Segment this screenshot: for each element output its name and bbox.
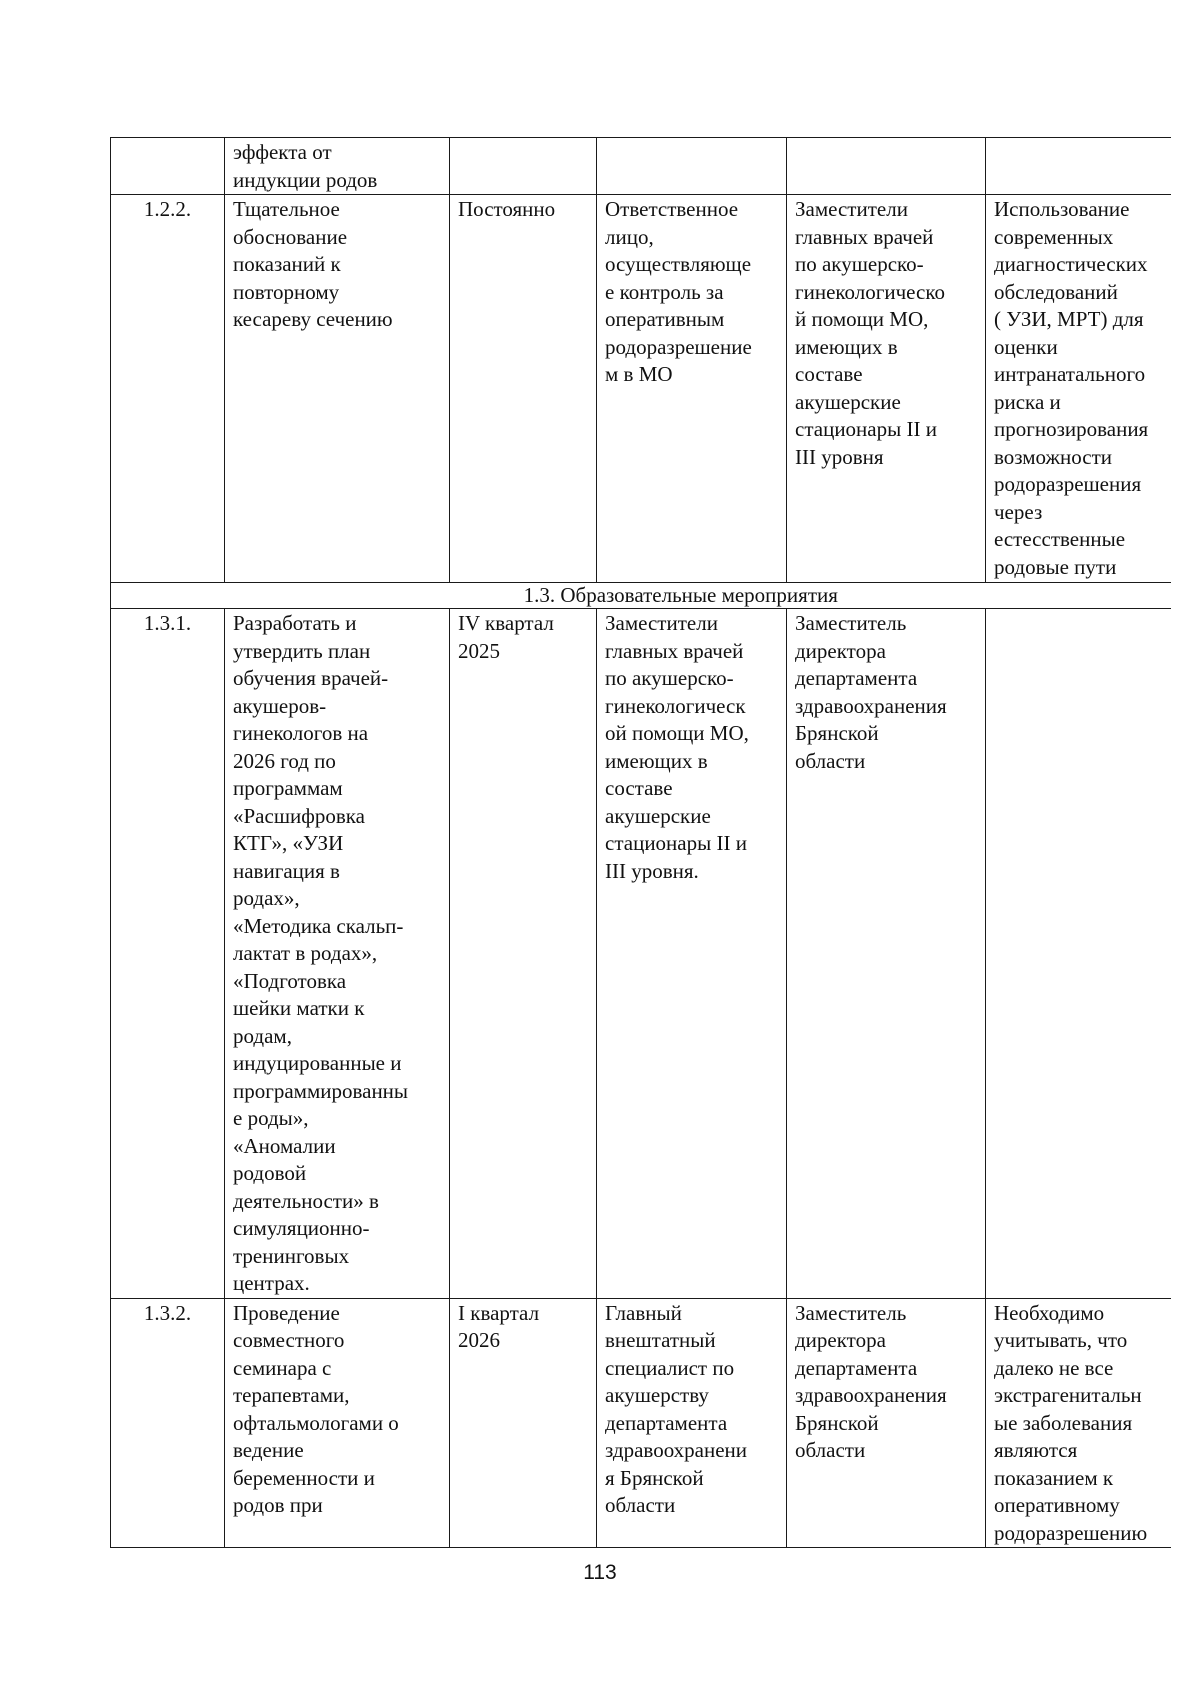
note-cell: Использование современных диагностических обследований ( УЗИ, МРТ) для оценки интранатального риска и прогнозирования возможности родоразрешения через естесственные родовые пути (986, 195, 1171, 583)
responsible-cell: Заместители главных врачей по акушерско- гинекологическ ой помощи МО, имеющих в составе акушерские стационары II и III уровня. (597, 609, 787, 1299)
deadline-cell: Постоянно (450, 195, 597, 583)
table-row (111, 609, 1171, 1299)
page-number: 113 (583, 1561, 617, 1584)
measure-cell: Тщательное обоснование показаний к повторному кесареву сечению (225, 195, 450, 583)
measure-cell: эффекта от индукции родов (225, 138, 450, 195)
measures-table (110, 137, 1171, 1548)
table-row (111, 138, 1171, 195)
control-cell: Заместители главных врачей по акушерско- гинекологическо й помощи МО, имеющих в составе акушерские стационары II и III уровня (787, 195, 986, 583)
control-cell: Заместитель директора департамента здравоохранения Брянской области (787, 609, 986, 1299)
control-cell (787, 138, 986, 195)
table-row (111, 1298, 1171, 1548)
responsible-cell: Ответственное лицо, осуществляюще е контроль за оперативным родоразрешение м в МО (597, 195, 787, 583)
deadline-cell: IV квартал 2025 (450, 609, 597, 1299)
row-number (111, 138, 225, 195)
deadline-cell: I квартал 2026 (450, 1298, 597, 1548)
measure-cell: Разработать и утвердить план обучения врачей- акушеров- гинекологов на 2026 год по программам «Расшифровка КТГ», «УЗИ навигация в родах», «Методика скальп- лактат в родах», «Подготовка шейки матки к родам, индуцированные и программированны е роды», «Аномалии родовой деятельности» в симуляционно- тренинговых центрах. (225, 609, 450, 1299)
note-cell (986, 138, 1171, 195)
note-cell: Необходимо учитывать, что далеко не все экстрагенитальн ые заболевания являются показанием к оперативному родоразрешению (986, 1298, 1171, 1548)
responsible-cell: Главный внештатный специалист по акушерству департамента здравоохранени я Брянской области (597, 1298, 787, 1548)
row-number: 1.3.2. (111, 1298, 225, 1548)
row-number: 1.2.2. (111, 195, 225, 583)
note-cell (986, 609, 1171, 1299)
responsible-cell (597, 138, 787, 195)
measure-cell: Проведение совместного семинара с терапевтами, офтальмологами о ведение беременности и родов при (225, 1298, 450, 1548)
section-heading: 1.3. Образовательные мероприятия (111, 583, 1171, 609)
deadline-cell (450, 138, 597, 195)
row-number: 1.3.1. (111, 609, 225, 1299)
table-row (111, 195, 1171, 583)
control-cell: Заместитель директора департамента здравоохранения Брянской области (787, 1298, 986, 1548)
section-row (111, 583, 1171, 609)
